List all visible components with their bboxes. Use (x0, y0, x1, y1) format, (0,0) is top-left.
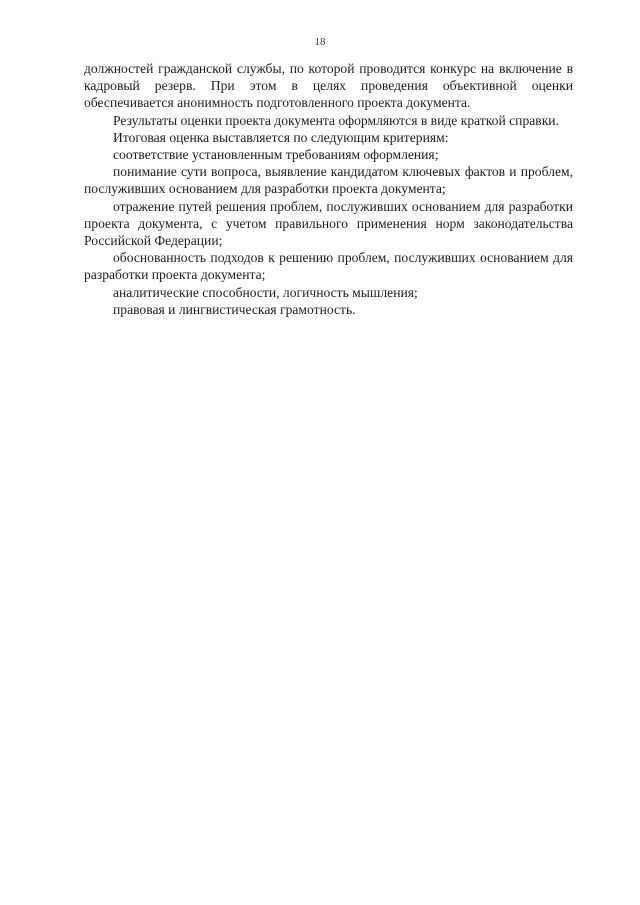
paragraph-results: Результаты оценки проекта документа оформляются в виде краткой справки. (113, 112, 559, 128)
criterion-analytical: аналитические способности, логичность мышления; (113, 284, 418, 300)
criterion-literacy: правовая и лингвистическая грамотность. (113, 301, 356, 317)
criterion-solutions: отражение путей решения проблем, послуживших основанием для разработки проекта документа, с учетом правильного применения норм законодательства Российской Федерации; (84, 198, 573, 249)
page-number: 18 (314, 36, 326, 48)
criterion-justification: обоснованность подходов к решению проблем, послуживших основанием для разработки проекта документа; (84, 250, 573, 283)
criterion-understanding: понимание сути вопроса, выявление кандидатом ключевых фактов и проблем, послуживших основанием для разработки проекта документа; (84, 164, 573, 197)
paragraph-continuation: должностей гражданской службы, по которой проводится конкурс на включение в кадровый резерв. При этом в целях проведения объективной оценки обеспечивается анонимность подготовленного проекта документа. (84, 61, 573, 111)
document-body (84, 60, 573, 318)
paragraph-criteria-intro: Итоговая оценка выставляется по следующим критериям: (113, 129, 449, 145)
criterion-formatting: соответствие установленным требованиям оформления; (113, 147, 439, 163)
